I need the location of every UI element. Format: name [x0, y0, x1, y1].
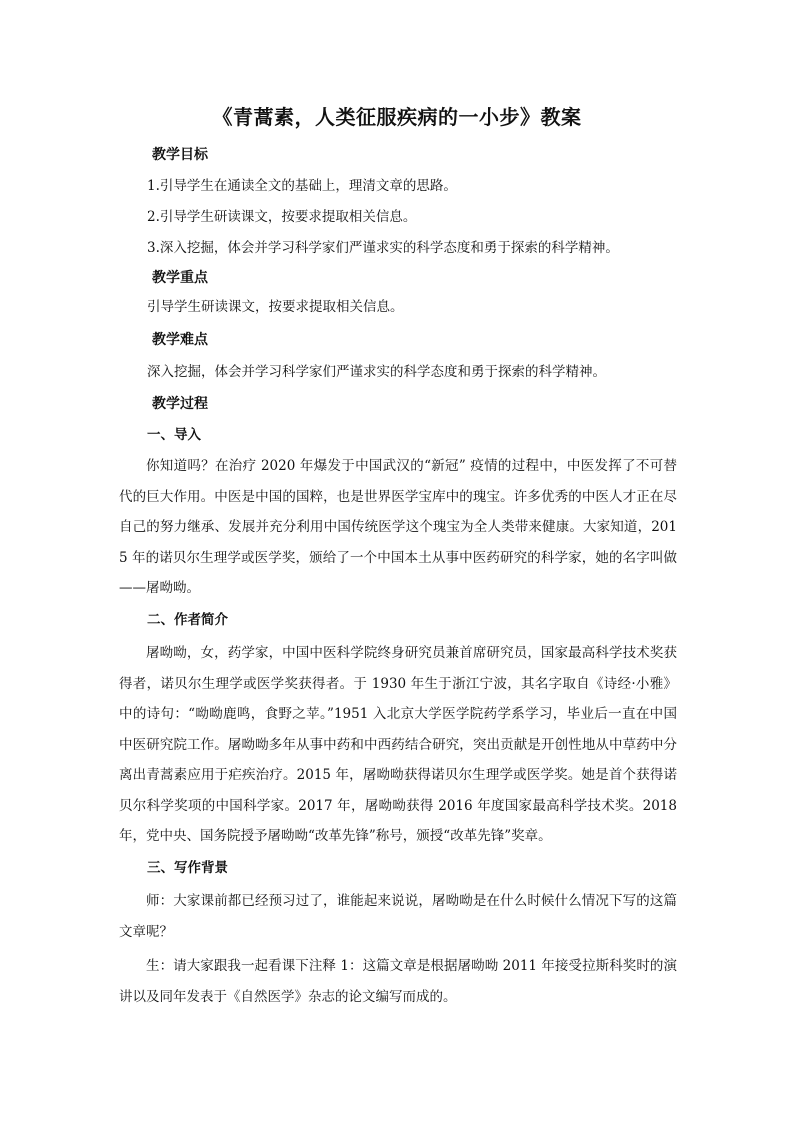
- heading-author-intro: 二、作者简介: [147, 612, 228, 628]
- key-point-text: 引导学生研读课文，按要求提取相关信息。: [147, 299, 404, 315]
- heading-introduction: 一、导入: [147, 427, 201, 443]
- student-answer-paragraph: 生：请大家跟我一起看课下注释 1：这篇文章是根据屠呦呦 2011 年接受拉斯科奖时的演讲以及同年发表于《自然医学》杂志的论文编写而成的。: [119, 958, 677, 1005]
- teacher-question-paragraph: 师：大家课前都已经预习过了，谁能起来说说，屠呦呦是在什么时候什么情况下写的这篇文章呢？: [119, 893, 677, 940]
- heading-key-point: 教学重点: [152, 270, 208, 286]
- goal-item-1: 1.引导学生在通读全文的基础上，理清文章的思路。: [147, 178, 457, 194]
- heading-teaching-process: 教学过程: [152, 396, 208, 412]
- author-intro-paragraph: 屠呦呦，女，药学家，中国中医科学院终身研究员兼首席研究员，国家最高科学技术奖获得者，诺贝尔生理学或医学奖获得者。于 1930 年生于浙江宁波，其名字取自《诗经·小雅》中的诗句：“呦呦鹿鸣，食野之苹。”1951 入北京大学医学院药学系学习，毕业后一直在中国中医研究院工作。屠呦呦多年从事中药和中西药结合研究，突出贡献是开创性地从中草药中分离出青蒿素应用于疟疾治疗。2015 年，屠呦呦获得诺贝尔生理学或医学奖。她是首个获得诺贝尔科学奖项的中国科学家。2017 年，屠呦呦获得 2016 年度国家最高科学技术奖。2018 年，党中央、国务院授予屠呦呦“改革先锋”称号，颁授“改革先锋”奖章。: [119, 645, 677, 844]
- page-title: 《青蒿素，人类征服疾病的一小步》教案: [212, 105, 582, 129]
- difficulty-text: 深入挖掘，体会并学习科学家们严谨求实的科学态度和勇于探索的科学精神。: [147, 364, 606, 380]
- heading-teaching-goals: 教学目标: [152, 147, 208, 163]
- introduction-paragraph: 你知道吗？在治疗 2020 年爆发于中国武汉的“新冠” 疫情的过程中，中医发挥了不可替代的巨大作用。中医是中国的国粹，也是世界医学宝库中的瑰宝。许多优秀的中医人才正在尽自己的努力继承、发展并充分利用中国传统医学这个瑰宝为全人类带来健康。大家知道，2015 年的诺贝尔生理学或医学奖，颁给了一个中国本土从事中医药研究的科学家，她的名字叫做——屠呦呦。: [119, 458, 677, 596]
- heading-writing-background: 三、写作背景: [147, 860, 228, 876]
- heading-difficulty: 教学难点: [152, 332, 208, 348]
- goal-item-2: 2.引导学生研读课文，按要求提取相关信息。: [147, 209, 417, 225]
- goal-item-3: 3.深入挖掘，体会并学习科学家们严谨求实的科学态度和勇于探索的科学精神。: [147, 240, 619, 256]
